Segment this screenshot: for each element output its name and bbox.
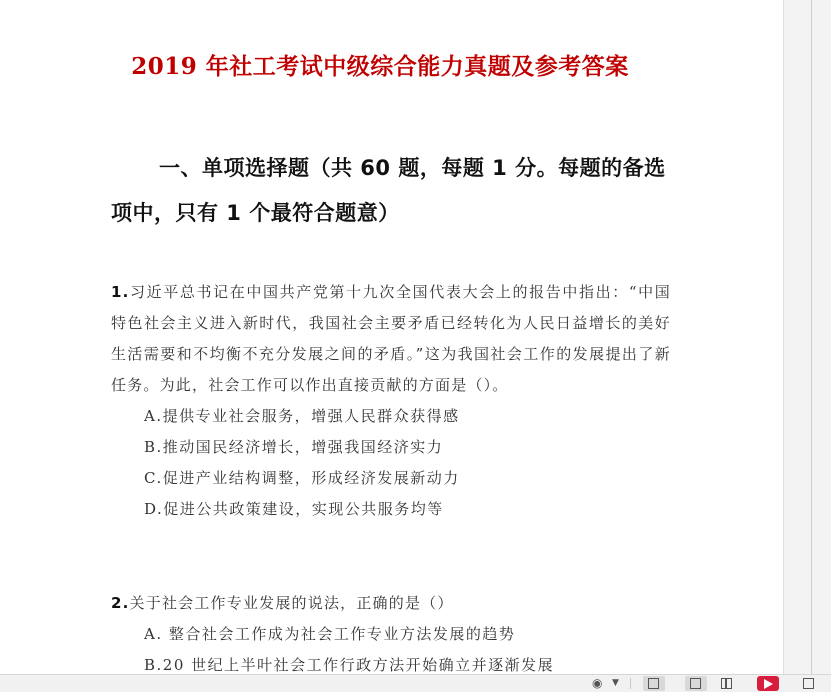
option-d: D.促进公共政策建设，实现公共服务均等	[144, 500, 444, 518]
fullscreen-button[interactable]	[798, 676, 820, 691]
question-body: 习近平总书记在中国共产党第十九次全国代表大会上的报告中指出：“中国特色社会主义进入新时代，我国社会主要矛盾已经转化为人民日益增长的美好生活需要和不均衡不充分发展之间的矛盾。”这为我国社会工作的发展提出了新任务。为此，社会工作可以作出直接贡献的方面是（）。	[111, 283, 671, 394]
document-title: 2019 年社工考试中级综合能力真题及参考答案	[131, 53, 629, 80]
option-b: B.推动国民经济增长，增强我国经济实力	[144, 438, 444, 456]
question-1	[111, 277, 671, 525]
eye-icon[interactable]: ◉	[592, 676, 603, 690]
read-mode-icon	[690, 678, 701, 689]
option-b: B.20 世纪上半叶社会工作行政方法开始确立并逐渐发展	[144, 656, 555, 674]
play-button[interactable]	[757, 676, 779, 691]
two-column-button[interactable]	[716, 676, 738, 691]
option-list	[111, 619, 671, 674]
status-divider	[630, 678, 631, 689]
question-text	[111, 277, 671, 401]
section-heading: 一、单项选择题（共 60 题，每题 1 分。每题的备选项中，只有 1 个最符合题意）	[111, 156, 666, 225]
question-number: 1.	[111, 283, 130, 301]
chevron-down-icon[interactable]: ▼	[612, 678, 619, 688]
question-number: 2.	[111, 594, 130, 612]
status-bar	[0, 674, 831, 692]
scroll-track[interactable]	[811, 0, 812, 674]
option-a: A.提供专业社会服务，增强人民群众获得感	[144, 407, 460, 425]
fullscreen-icon	[803, 678, 814, 689]
question-text	[111, 588, 671, 619]
question-body: 关于社会工作专业发展的说法，正确的是（）	[129, 594, 454, 612]
two-column-icon	[721, 678, 732, 689]
option-list	[111, 401, 671, 525]
option-a: A. 整合社会工作成为社会工作专业方法发展的趋势	[144, 625, 516, 643]
vertical-scrollbar[interactable]	[783, 0, 831, 674]
question-2	[111, 588, 671, 674]
option-c: C.促进产业结构调整，形成经济发展新动力	[144, 469, 460, 487]
page-view-button[interactable]	[643, 676, 665, 691]
read-mode-button[interactable]	[685, 676, 707, 691]
play-icon	[764, 679, 773, 689]
page-view-icon	[648, 678, 659, 689]
